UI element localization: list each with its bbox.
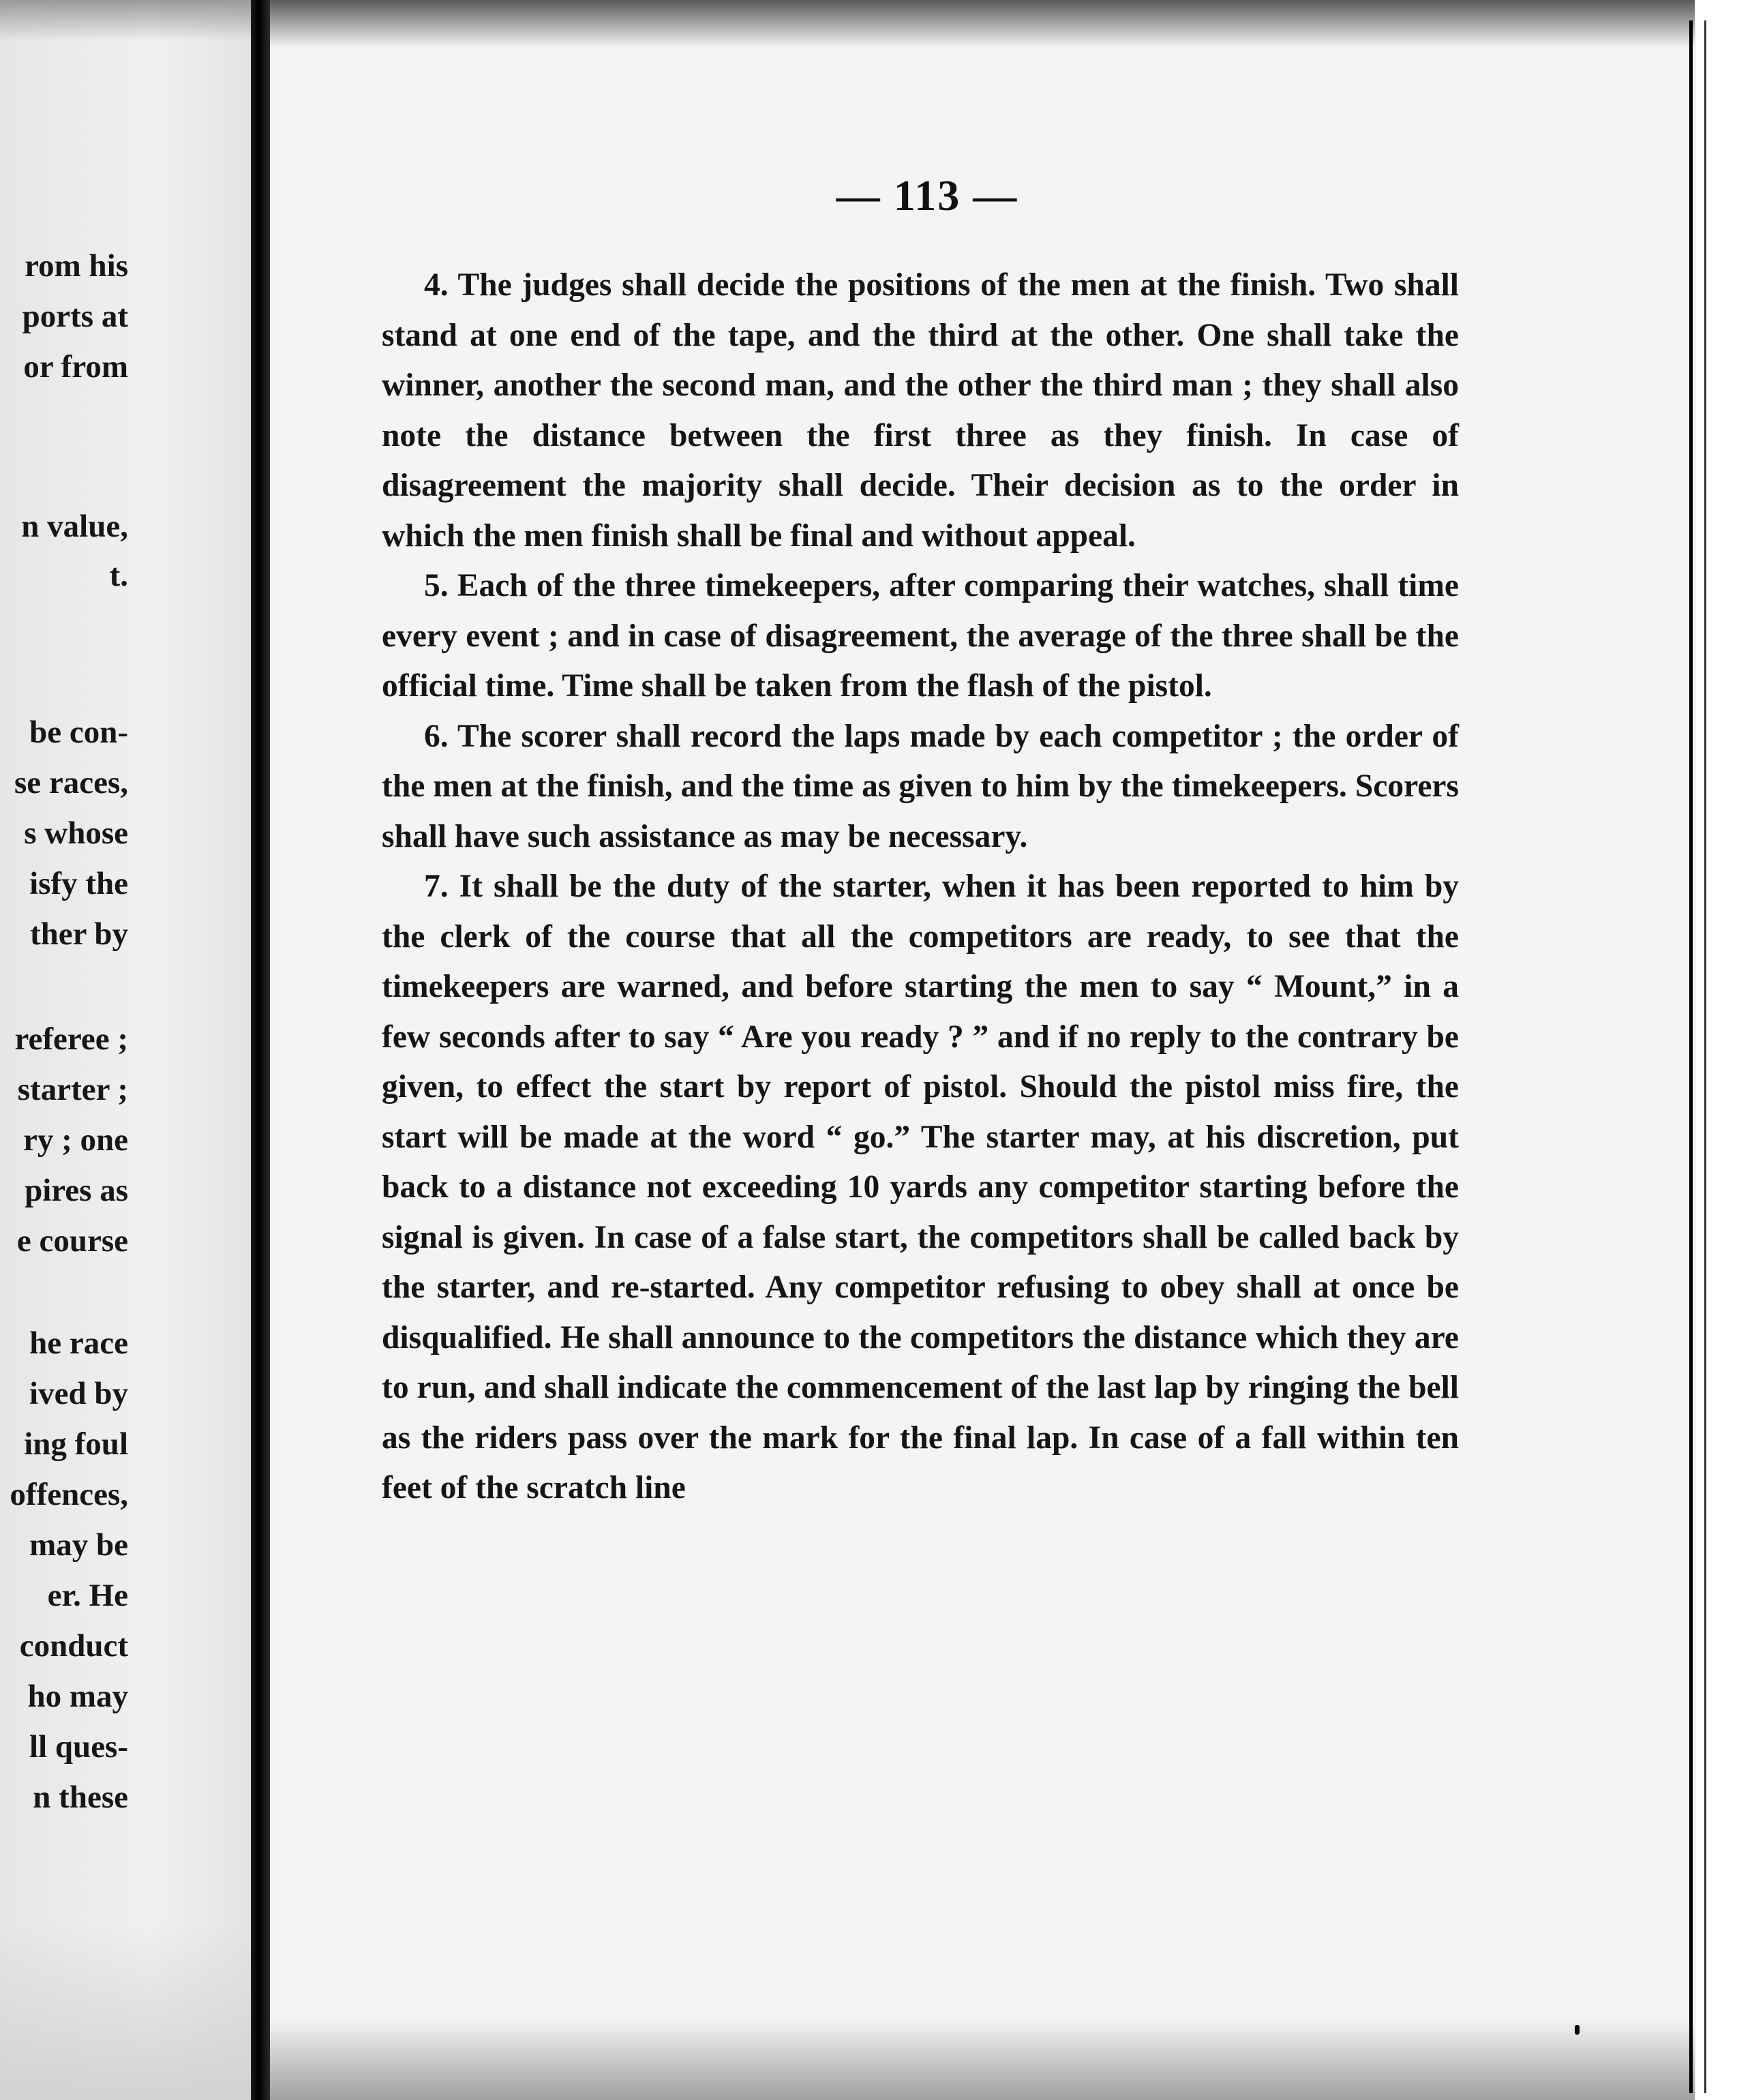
left-page-line: be con- — [29, 715, 128, 750]
left-page-line: or from — [23, 349, 128, 385]
left-page-line: n these — [33, 1780, 128, 1815]
left-page-line: ho may — [27, 1679, 128, 1714]
left-page-line: he race — [29, 1325, 128, 1361]
left-page-line: s whose — [24, 815, 128, 851]
page-edge — [1689, 20, 1693, 2093]
left-page-line: ing foul — [24, 1426, 128, 1462]
scan-margin — [1696, 0, 1737, 2100]
ink-speck — [1575, 2025, 1580, 2035]
rule-paragraph-7: 7. It shall be the duty of the starter, when it has been reported to him by the clerk of the course that all the competitors are ready, to see that the timekeepers are warned, and before starting the men to say “ Mount,” in a few seconds after to say “ Are you ready ? ” and if no reply to the contrary be given, to effect the start by report of pistol. Should the pistol miss fire, the start will be made at the word “ go.” The starter may, at his discretion, put back to a distance not exceeding 10 yards any competitor starting before the signal is given. In case of a false start, the competitors shall be called back by the starter, and re-started. Any competitor refusing to obey shall at once be disqualified. He shall announce to the competitors the distance which they are to run, and shall indicate the commencement of the last lap by ringing the bell as the riders pass over the mark for the final lap. In case of a fall within ten feet of the scratch line — [382, 869, 1459, 1505]
left-page-shadow-bottom — [0, 1923, 251, 2100]
left-page-shadow — [0, 0, 251, 41]
left-page-line: ll ques- — [29, 1729, 128, 1765]
left-page-line: ther by — [29, 916, 128, 952]
rule-paragraph-5: 5. Each of the three timekeepers, after comparing their watches, shall time every event ; and in case of disagreement, the average of the three shall be the official time. Time shall be taken from the flash of the pistol. — [382, 568, 1459, 704]
right-page-shadow-bottom — [270, 2018, 1695, 2100]
left-page-line: may be — [29, 1527, 128, 1563]
left-page-line: er. He — [47, 1578, 128, 1613]
left-facing-page — [0, 0, 251, 2100]
body-text — [382, 260, 1459, 1514]
left-page-line: ry ; one — [22, 1122, 128, 1158]
page-edge — [1704, 20, 1706, 2093]
left-page-line: n value, — [21, 509, 128, 544]
book-gutter — [251, 0, 270, 2100]
left-page-line: e course — [16, 1223, 128, 1259]
right-page-shadow-top — [270, 0, 1695, 48]
left-page-line: referee ; — [14, 1021, 128, 1057]
left-page-line: t. — [109, 558, 128, 593]
left-page-line: conduct — [19, 1628, 128, 1664]
left-page-line: pires as — [25, 1173, 128, 1208]
page-number: — 113 — — [836, 171, 1018, 220]
rule-paragraph-6: 6. The scorer shall record the laps made by each competitor ; the order of the men at the finish, and the time as given to him by the timekeepers. Scorers shall have such assistance as may be necessary. — [382, 718, 1459, 854]
left-page-line: ived by — [29, 1376, 128, 1411]
left-page-line: isfy the — [29, 866, 128, 901]
rule-paragraph-4: 4. The judges shall decide the positions of the men at the finish. Two shall stand at one end of the tape, and the third at the other. One shall take the winner, another the second man, and the other the third man ; they shall also note the distance between the first three as they finish. In case of disagreement the majority shall decide. Their decision as to the order in which the men finish shall be final and without appeal. — [382, 267, 1459, 554]
left-page-line: ports at — [22, 299, 128, 334]
left-page-line: offences, — [10, 1477, 128, 1512]
left-page-line: se races, — [14, 765, 128, 800]
left-page-line: rom his — [25, 248, 128, 284]
left-page-line: starter ; — [17, 1072, 128, 1107]
